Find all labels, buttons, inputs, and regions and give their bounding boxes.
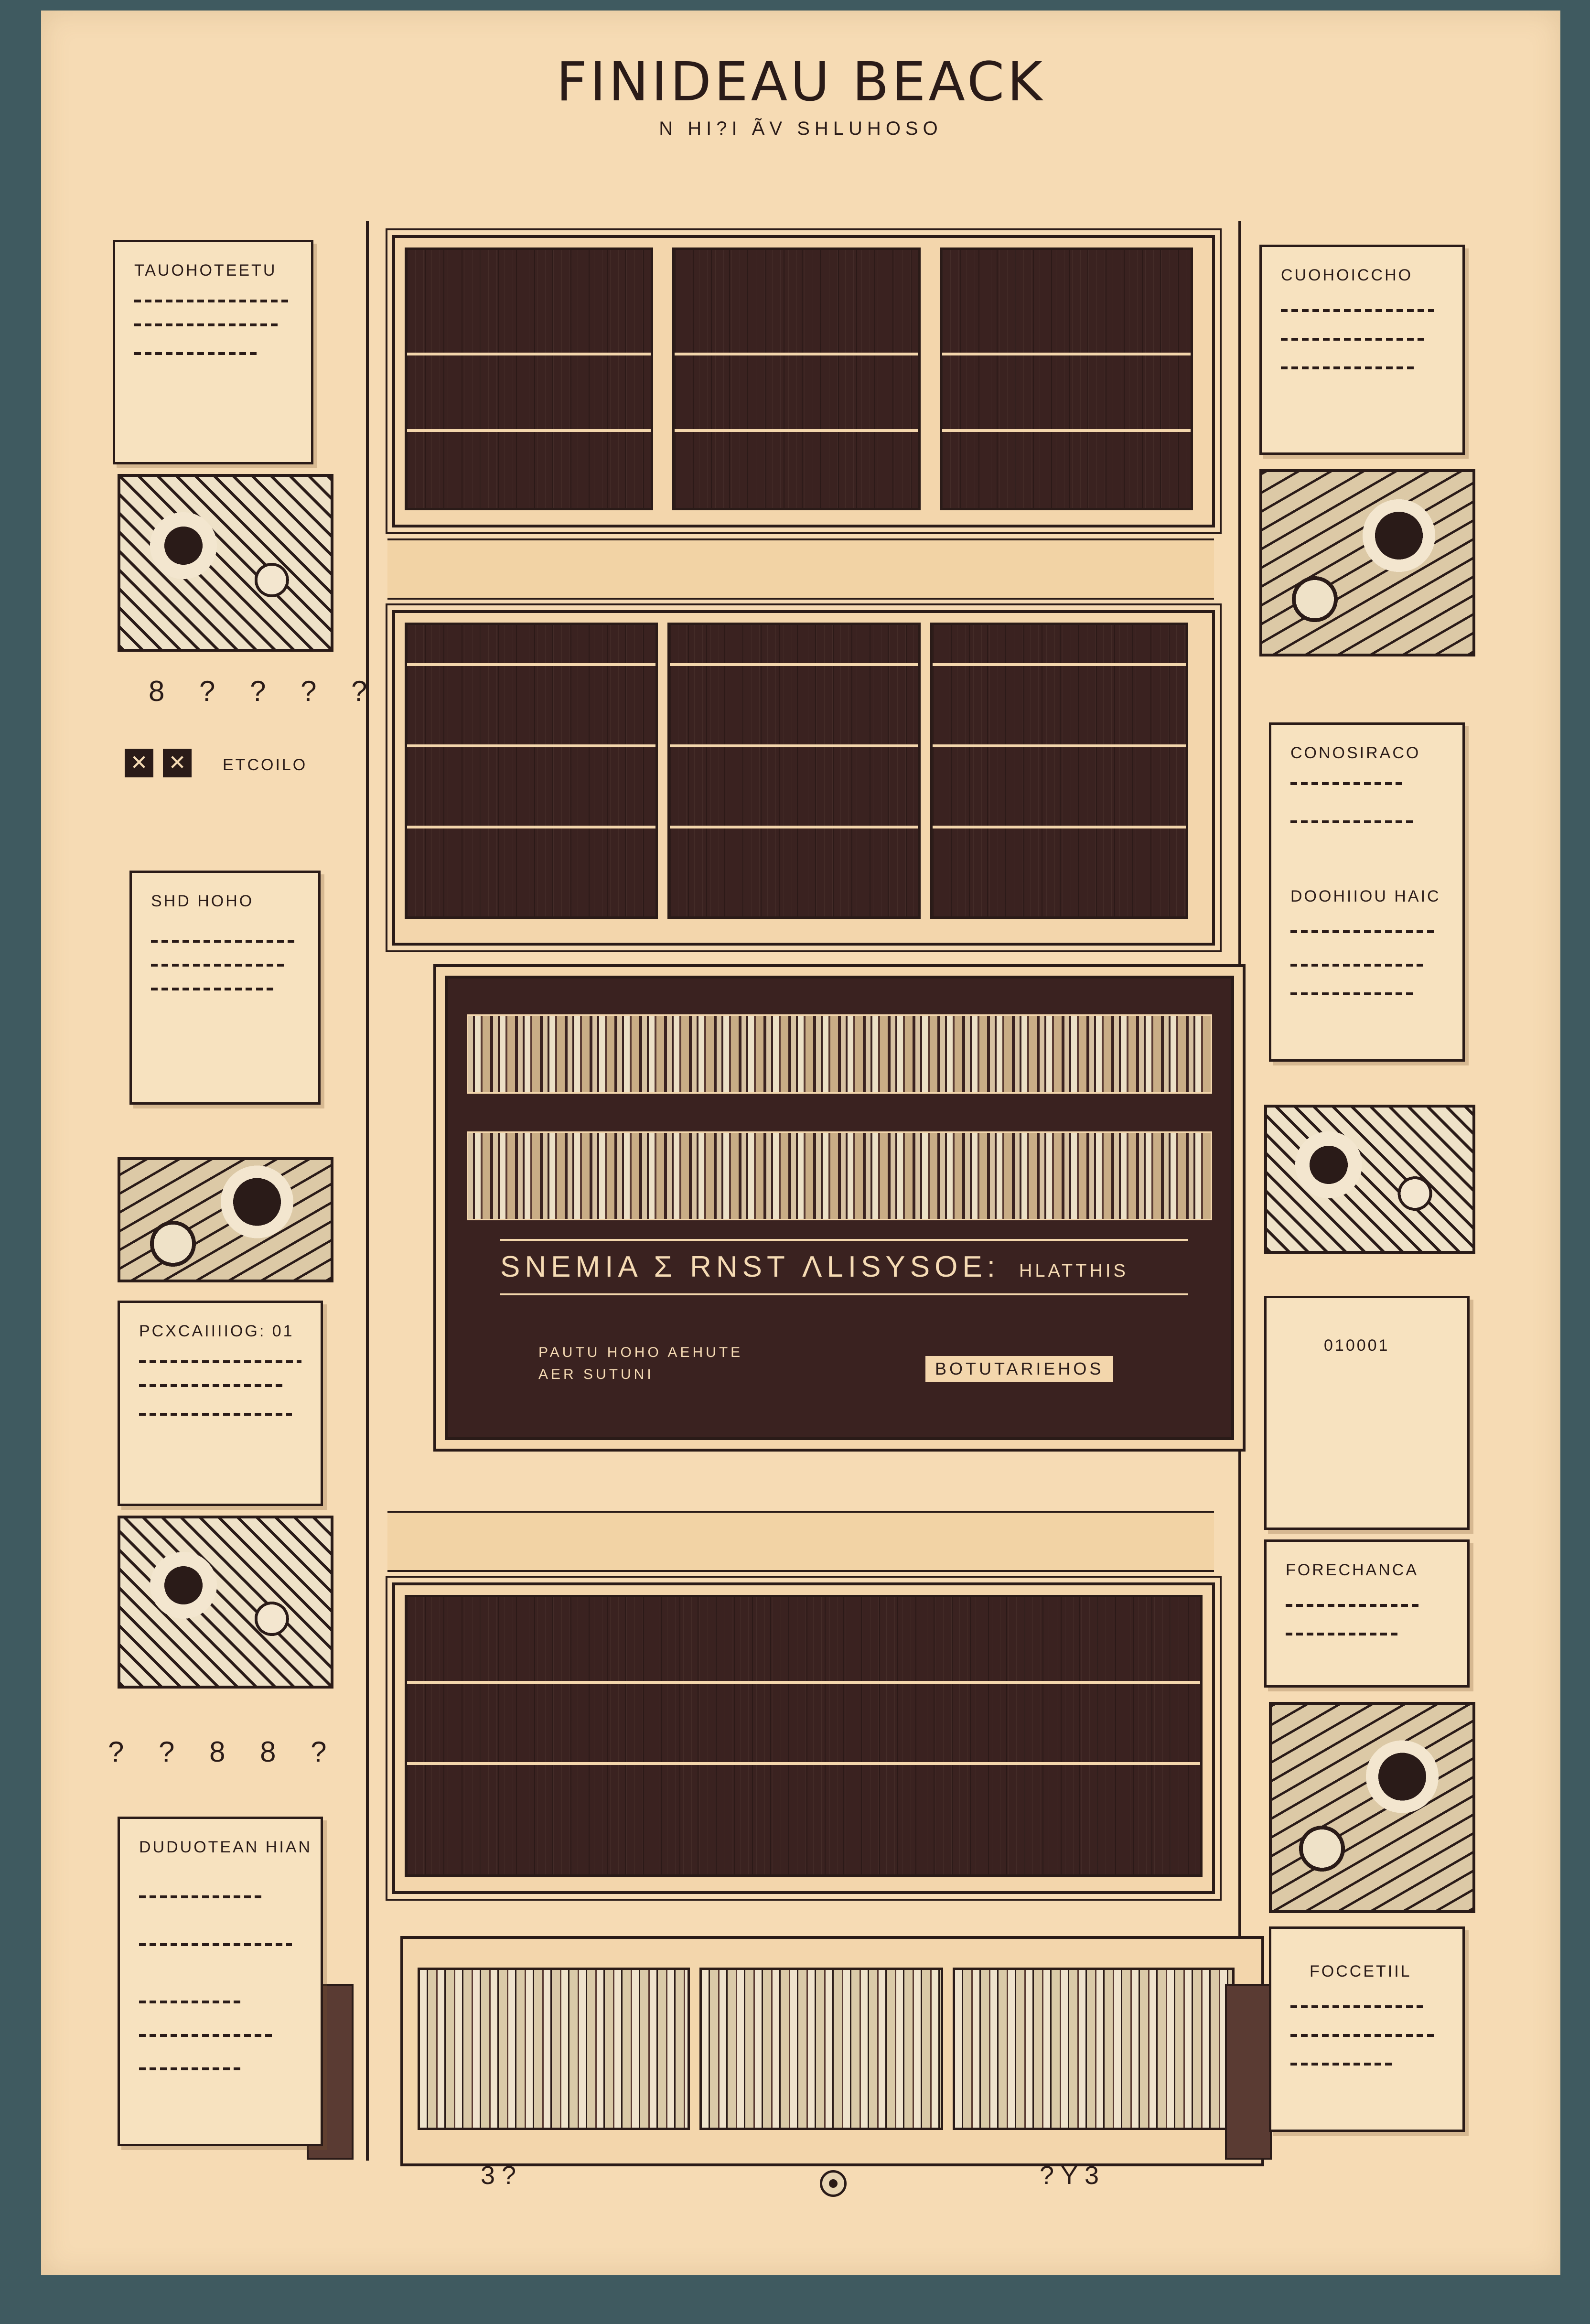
drawer-left [418, 1968, 690, 2130]
right-card-2-subtitle: DOOHIIOU HAIC [1290, 887, 1441, 905]
right-card-5-title: FOCCETIIL [1310, 1962, 1412, 1980]
middle-window-left [405, 623, 658, 919]
right-illustration-1 [1259, 469, 1475, 656]
right-card-2-title: CONOSIRACO [1290, 744, 1421, 762]
right-card-4 [1264, 1539, 1470, 1688]
lower-cap [387, 1511, 1214, 1572]
feature-headline [500, 1239, 1188, 1295]
upper-cap [387, 538, 1214, 600]
bottom-cabinet [400, 1936, 1264, 2166]
right-card-1-title: CUOHOICCHO [1281, 266, 1413, 284]
footer-knob-icon [820, 2170, 847, 2197]
left-badge-text: ETCOILO [223, 756, 308, 774]
middle-cabinet [392, 610, 1215, 946]
upper-window-left [405, 247, 653, 510]
left-marks-row-2: ? ? 8 8 ? [108, 1736, 340, 1768]
right-card-5 [1269, 1926, 1465, 2132]
left-card-1-title: TAUOHOTEETU [134, 261, 277, 280]
drawer-right [953, 1968, 1235, 2130]
feature-panel [445, 976, 1234, 1440]
badge-icon-2: ✕ [163, 749, 192, 777]
left-card-1 [113, 240, 313, 464]
left-card-3 [118, 1301, 323, 1506]
badge-icon-1: ✕ [125, 749, 153, 777]
right-card-3 [1264, 1296, 1470, 1530]
middle-window-right [930, 623, 1188, 919]
left-card-2 [129, 871, 321, 1105]
right-card-4-title: FORECHANCA [1286, 1561, 1419, 1579]
right-card-1 [1259, 245, 1465, 455]
poster [41, 11, 1560, 2275]
right-illustration-3 [1269, 1702, 1475, 1913]
feature-headline-text: SNEMIA Σ RNST ΛLISYSOE: [500, 1250, 1000, 1283]
book-row-top [467, 1014, 1212, 1094]
left-marks-row-1: 8 ? ? ? ? [149, 675, 381, 707]
side-post-right [1225, 1984, 1272, 2160]
left-illustration-2 [118, 1157, 333, 1282]
footer-right-mark: ?Y3 [1040, 2161, 1106, 2190]
middle-window-middle [667, 623, 921, 919]
upper-window-right [940, 247, 1193, 510]
feature-body [538, 1342, 743, 1386]
right-card-3-title: 010001 [1324, 1336, 1390, 1355]
feature-button[interactable]: BOTUTARIEHOS [925, 1356, 1113, 1382]
left-illustration-3 [118, 1516, 333, 1689]
drawer-middle [699, 1968, 943, 2130]
feature-body-line2: AER SUTUNI [538, 1366, 654, 1382]
upper-cabinet [392, 235, 1215, 527]
left-card-2-title: SHD HOHO [151, 892, 254, 910]
lower-window [405, 1595, 1203, 1877]
feature-body-line1: PAUTU HOHO AEHUTE [538, 1345, 743, 1360]
footer-left-mark: 3? [481, 2161, 523, 2190]
lower-cabinet [392, 1582, 1215, 1894]
left-illustration-1 [118, 474, 333, 652]
right-card-2 [1269, 722, 1465, 1062]
left-card-3-title: PCXCAIIIIOG: 01 [139, 1322, 294, 1340]
poster-subtitle: N HI?I ÃV SHLUHOSO [659, 118, 943, 139]
feature-headline-small: HLATTHIS [1019, 1261, 1128, 1281]
left-card-4-title: DUDUOTEAN HIAN [139, 1838, 312, 1856]
right-illustration-2 [1264, 1105, 1475, 1254]
poster-title: FINIDEAU BEACK [556, 51, 1045, 113]
book-row-bottom [467, 1131, 1212, 1220]
left-card-4 [118, 1817, 323, 2146]
upper-window-middle [672, 247, 921, 510]
